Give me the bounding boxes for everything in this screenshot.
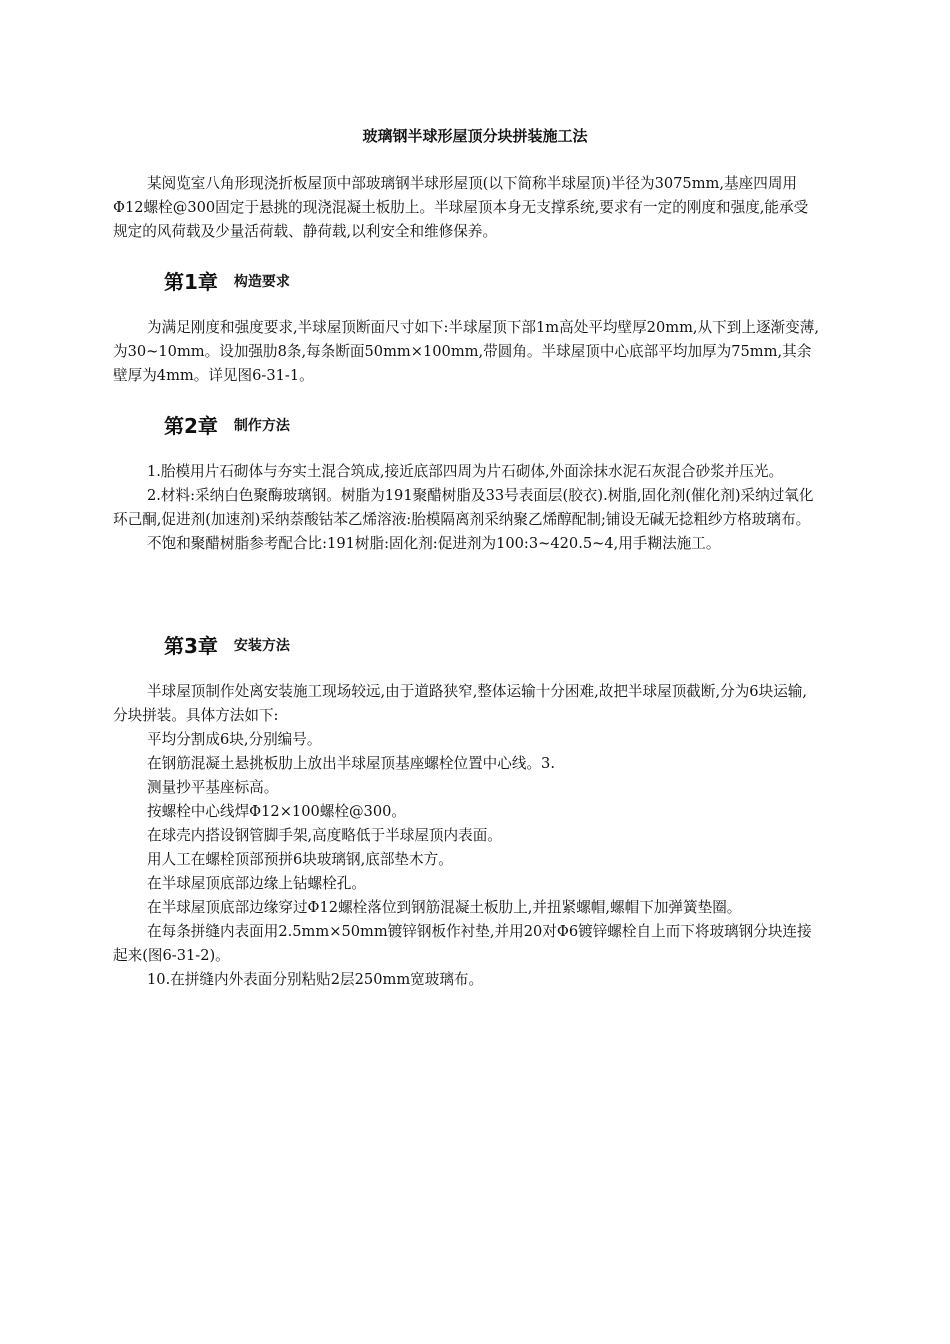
chapter-3-body — [113, 680, 820, 992]
list-item: 按螺栓中心线焊Φ12×100螺栓@300。 — [147, 803, 407, 820]
list-item: 在半球屋顶底部边缘穿过Φ12螺栓落位到钢筋混凝土板肋上,并扭紧螺帽,螺帽下加弹簧垫圈。 — [147, 899, 742, 916]
list-item: 在每条拼缝内表面用2.5mm×50mm镀锌钢板作衬垫,并用20对Φ6镀锌螺栓自上而下将玻璃钢分块连接起来(图6-31-2)。 — [113, 923, 812, 964]
paragraph: 半球屋顶制作处离安装施工现场较远,由于道路狭窄,整体运输十分困难,故把半球屋顶截断,分为6块运输,分块拼装。具体方法如下: — [113, 683, 808, 724]
chapter-2-title: 制作方法 — [233, 417, 290, 434]
paragraph: 为满足刚度和强度要求,半球屋顶断面尺寸如下:半球屋顶下部1m高处平均壁厚20mm,从下到上逐渐变薄,为30~10mm。设加强肋8条,每条断面50mm×100mm,带圆角。半球屋顶中心底部平均加厚为75mm,其余壁厚为4mm。详见图6-31-1。 — [113, 319, 819, 384]
chapter-3-title: 安装方法 — [233, 637, 290, 654]
paragraph: 2.材料:采纳白色聚酶玻璃钢。树脂为191聚醋树脂及33号表面层(胶衣).树脂,固化剂(催化剂)采纳过氧化环己酮,促进剂(加速剂)采纳萘酸钴苯乙烯溶液:胎模隔离剂采纳聚乙烯醇配制;铺设无碱无捻粗纱方格玻璃布。 — [113, 487, 814, 528]
chapter-1-heading — [164, 266, 764, 296]
list-item: 在半球屋顶底部边缘上钻螺栓孔。 — [147, 875, 366, 892]
document-title: 玻璃钢半球形屋顶分块拼装施工法 — [362, 127, 588, 145]
paragraph: 1.胎模用片石砌体与夯实土混合筑成,接近底部四周为片石砌体,外面涂抹水泥石灰混合砂浆并压光。 — [147, 463, 784, 480]
list-item: 用人工在螺栓顶部预拼6块玻璃钢,底部垫木方。 — [147, 851, 453, 868]
chapter-2-number: 第2章 — [164, 413, 218, 438]
list-item: 在钢筋混凝土悬挑板肋上放出半球屋顶基座螺栓位置中心线。3. — [147, 755, 555, 772]
chapter-3-number: 第3章 — [164, 633, 218, 658]
intro-paragraph: 某阅览室八角形现浇折板屋顶中部玻璃钢半球形屋顶(以下简称半球屋顶)半径为3075mm,基座四周用Φ12螺栓@300固定于悬挑的现浇混凝土板肋上。半球屋顶本身无支撑系统,要求有一定的刚度和强度,能承受规定的风荷载及少量活荷载、静荷载,以利安全和维修保养。 — [113, 175, 809, 240]
chapter-1-body — [113, 316, 820, 388]
list-item: 平均分割成6块,分别编号。 — [147, 731, 322, 748]
chapter-1-title: 构造要求 — [233, 273, 290, 290]
paragraph: 不饱和聚醋树脂参考配合比:191树脂:固化剂:促进剂为100:3~420.5~4,用手糊法施工。 — [147, 535, 721, 552]
chapter-2-body — [113, 460, 820, 556]
list-item: 测量抄平基座标高。 — [147, 779, 279, 796]
chapter-2-heading — [164, 410, 764, 440]
chapter-1-number: 第1章 — [164, 269, 218, 294]
chapter-3-heading — [164, 630, 764, 660]
list-item: 10.在拼缝内外表面分别粘贴2层250mm宽玻璃布。 — [147, 971, 484, 988]
intro-section — [113, 172, 820, 244]
list-item: 在球壳内搭设钢管脚手架,高度略低于半球屋顶内表面。 — [147, 827, 502, 844]
